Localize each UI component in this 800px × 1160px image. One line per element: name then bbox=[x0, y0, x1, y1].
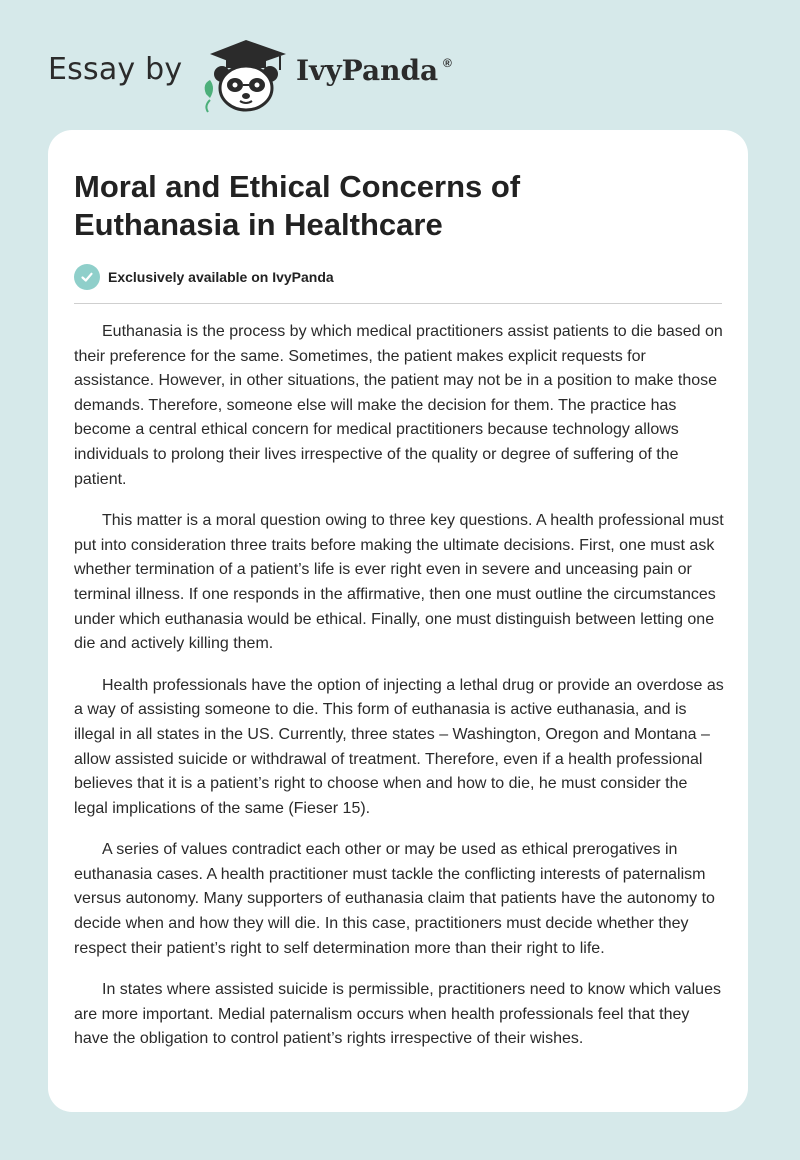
badge-label: Exclusively available on IvyPanda bbox=[108, 269, 334, 285]
brand-name[interactable]: IvyPanda bbox=[296, 54, 439, 87]
divider bbox=[74, 303, 722, 304]
panda-graduate-icon[interactable] bbox=[200, 36, 292, 114]
paragraph: Health professionals have the option of injecting a lethal drug or provide an overdose as a way of assisting someone to die. This form of euthanasia is active euthanasia, and is illegal in all states in the US. Currently, three states – Washington, Oregon and Montana – allow assisted suicide or withdrawal of treatment. Therefore, even if a health professional believes that it is a patient’s right to choose when and how to die, he must consider the legal implications of the same (Fieser 15). bbox=[74, 676, 724, 817]
paragraph: In states where assisted suicide is permissible, practitioners need to know which values are more important. Medial paternalism occurs when health professionals feel that they have the obligation to control patient’s rights irrespective of their wishes. bbox=[74, 981, 721, 1048]
registered-mark: ® bbox=[443, 56, 452, 70]
exclusive-badge bbox=[74, 264, 334, 290]
paragraph: A series of values contradict each other or may be used as ethical prerogatives in euthanasia cases. A health practitioner must tackle the conflicting interests of paternalism versus autonomy. Many supporters of euthanasia claim that patients have the autonomy to decide when and how they will die. In this case, practitioners must decide whether they respect their patient’s right to self determination more than their right to life. bbox=[74, 841, 715, 957]
check-icon bbox=[74, 264, 100, 290]
essay-by-label: Essay by bbox=[48, 52, 183, 87]
page-title: Moral and Ethical Concerns of Euthanasia in Healthcare bbox=[74, 169, 521, 242]
essay-body bbox=[74, 320, 724, 1069]
paragraph: This matter is a moral question owing to three key questions. A health professional must put into consideration three traits before making the ultimate decisions. First, one must ask whether termination of a patient’s life is ever right even in severe and unceasing pain or terminal illness. If one responds in the affirmative, then one must outline the circumstances under which euthanasia would be ethical. Finally, one must distinguish between letting one die and actively killing them. bbox=[74, 512, 724, 653]
site-header bbox=[0, 0, 800, 130]
paragraph: Euthanasia is the process by which medical practitioners assist patients to die based on their preference for the same. Sometimes, the patient makes explicit requests for assistance. However, in other situations, the patient may not be in a position to make those demands. Therefore, someone else will make the decision for them. The practice has become a central ethical concern for medical practitioners because technology allows individuals to prolong their lives irrespective of the quality or degree of suffering of the patient. bbox=[74, 323, 723, 488]
essay-card bbox=[48, 130, 748, 1112]
